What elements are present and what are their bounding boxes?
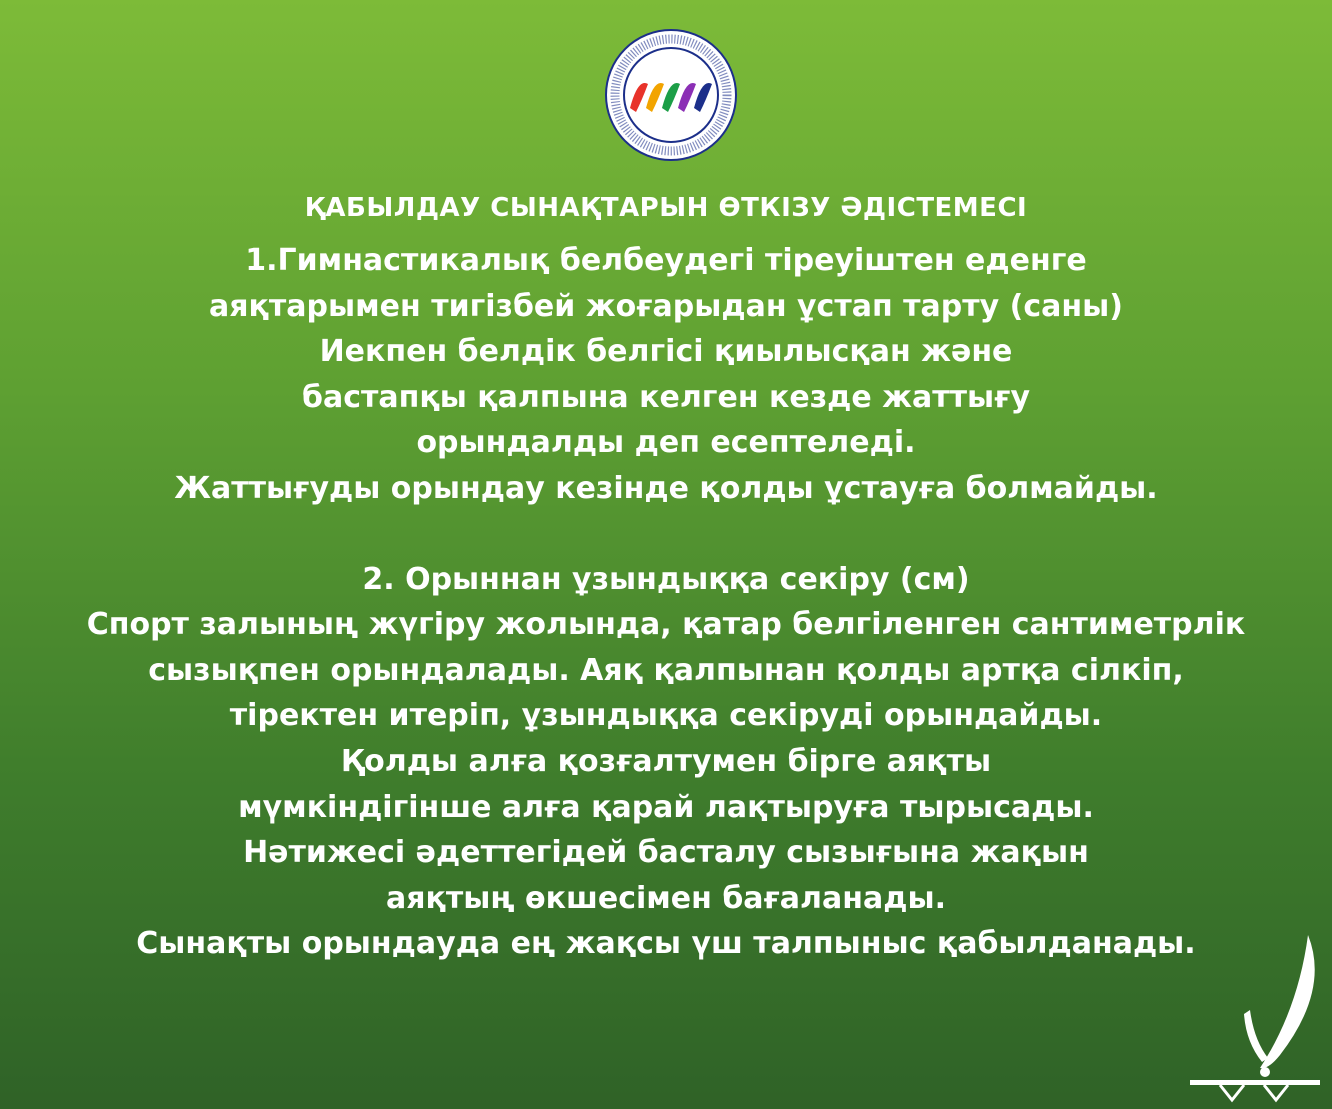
main-content	[0, 188, 1332, 967]
section2-line: мүмкіндігінше алға қарай лақтыруға тырысады.	[238, 789, 1094, 825]
section1-line: Иекпен белдік белгісі қиылысқан және	[319, 334, 1013, 370]
section1-line: бастапқы қалпына келген кезде жаттығу	[302, 379, 1030, 415]
section2-line: сызықпен орындалады. Аяқ қалпынан қолды артқа сілкіп,	[148, 652, 1184, 688]
section1-line: аяқтарымен тигізбей жоғарыдан ұстап тарту (саны)	[209, 288, 1123, 324]
page-title: ҚАБЫЛДАУ СЫНАҚТАРЫН ӨТКІЗУ ӘДІСТЕМЕСІ	[304, 193, 1028, 223]
section-long-jump	[0, 557, 1332, 967]
section1-line: Жаттығуды орындау кезінде қолды ұстауға болмайды.	[174, 470, 1158, 506]
section2-line: 2. Орыннан ұзындыққа секіру (см)	[362, 561, 970, 597]
section2-line: Спорт залының жүгіру жолында, қатар белгіленген сантиметрлік	[86, 607, 1246, 643]
section-pull-ups	[0, 238, 1332, 512]
section2-line: Нәтижесі әдеттегідей басталу сызығына жақын	[243, 835, 1089, 871]
section1-line: 1.Гимнастикалық белбеудегі тіреуіштен еденге	[245, 243, 1087, 278]
section2-line: Сынақты орындауда ең жақсы үш талпыныс қабылданады.	[136, 926, 1196, 962]
section2-line: аяқтың өкшесімен бағаланады.	[385, 880, 946, 916]
section2-line: Қолды алға қозғалтумен бірге аяқты	[340, 743, 992, 779]
section2-line: тіректен итеріп, ұзындыққа секіруді орындайды.	[229, 698, 1103, 734]
section1-line: орындалды деп есептеледі.	[416, 425, 916, 461]
school-logo-icon	[604, 28, 738, 162]
trampoline-athlete-icon	[1180, 930, 1330, 1109]
